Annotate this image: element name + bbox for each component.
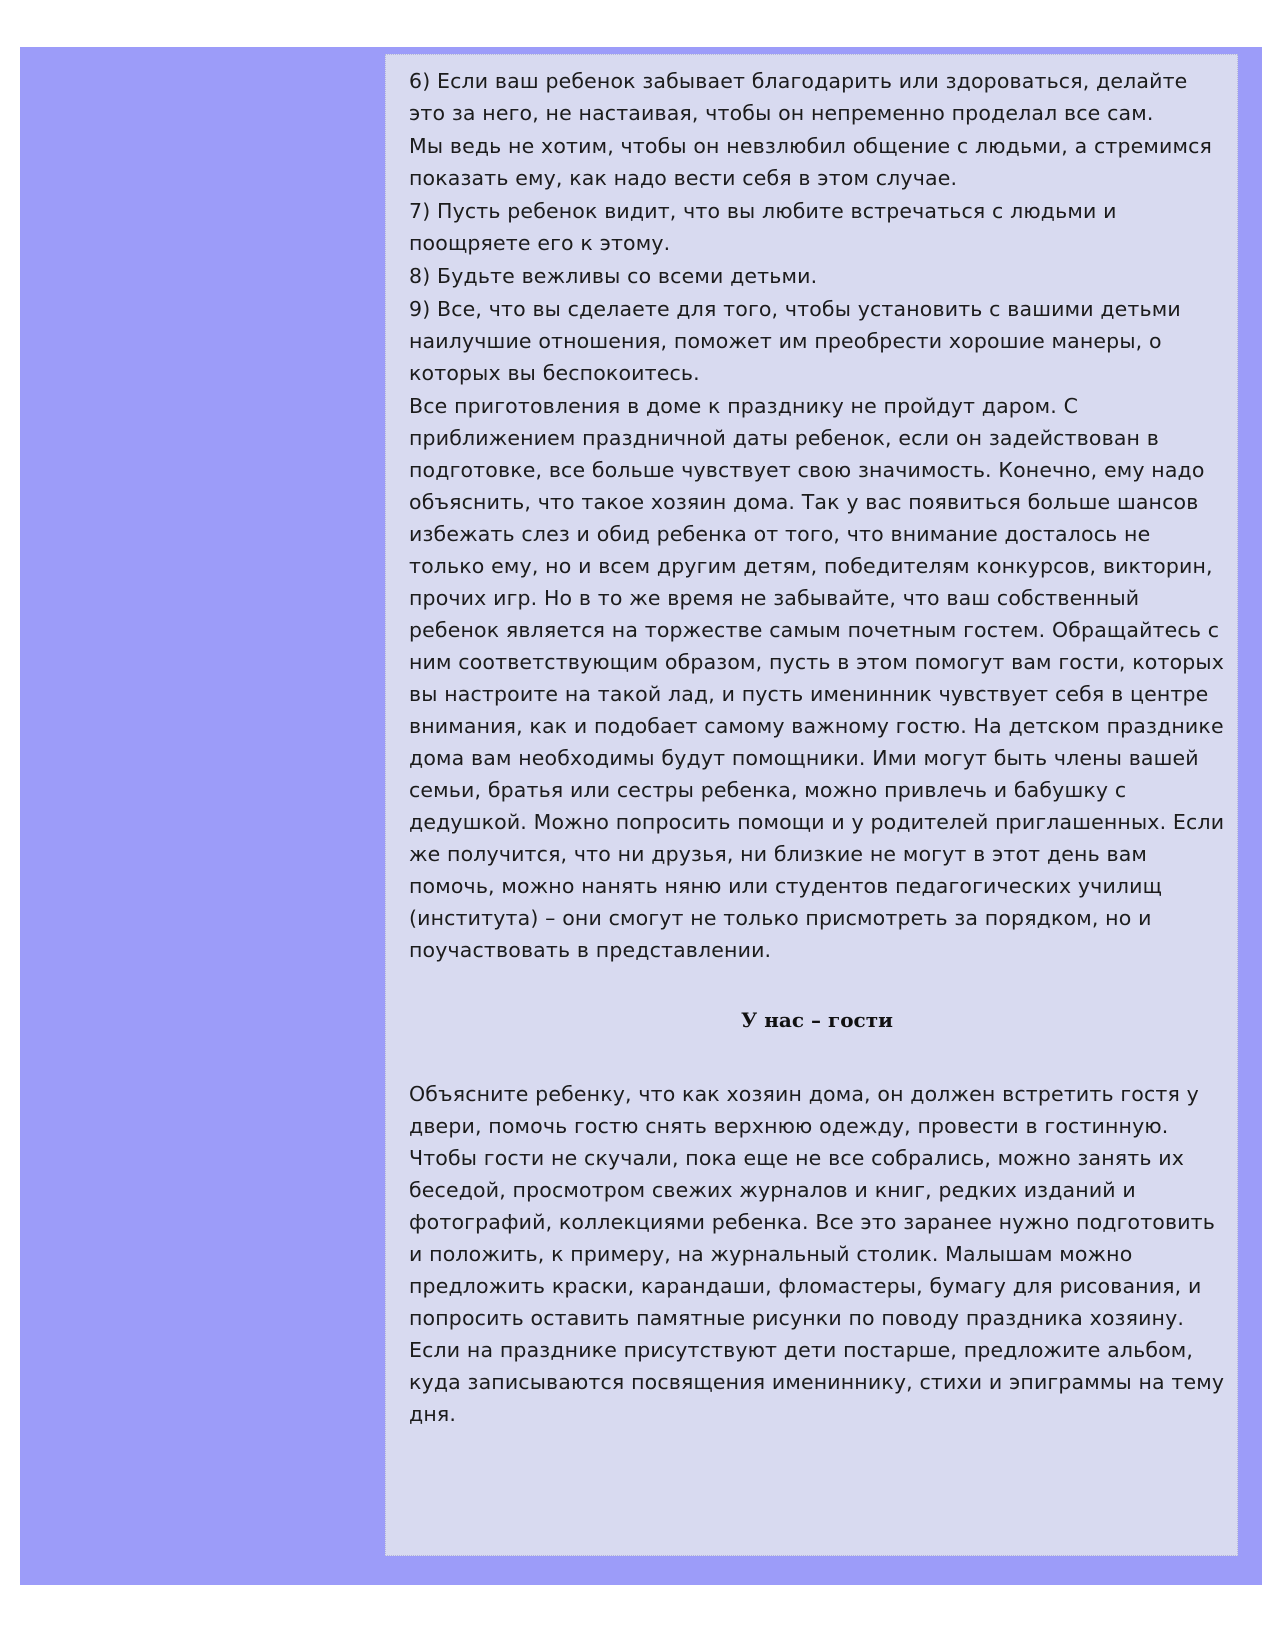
paragraph-preparations: Все приготовления в доме к празднику не пройдут даром. С приближением праздничной даты ребенок, если он задействован в подготовке, все больше чувствует свою значимость. Конечно, ему надо объяснить, что такое хозяин дома. Так у вас появиться больше шансов избежать слез и обид ребенка от того, что внимание досталось не только ему, но и всем другим детям, победителям конкурсов, викторин, прочих игр. Но в то же время не забывайте, что ваш собственный ребенок является на торжестве самым почетным гостем. Обращайтесь с ним соответствующим образом, пусть в этом помогут вам гости, которых вы настроите на такой лад, и пусть именинник чувствует себя в центре внимания, как и подобает самому важному гостю. На детском празднике дома вам необходимы будут помощники. Ими могут быть члены вашей семьи, братья или сестры ребенка, можно привлечь и бабушку с дедушкой. Можно попросить помощи и у родителей приглашенных. Если же получится, что ни друзья, ни близкие не могут в этот день вам помочь, можно нанять няню или студентов педагогических училищ (института) – они смогут не только присмотреть за порядком, но и поучаствовать в представлении. (409, 394, 1225, 962)
paragraph-tip-6: 6) Если ваш ребенок забывает благодарить или здороваться, делайте это за него, не настаивая, чтобы он непременно проделал все сам. (409, 69, 1188, 125)
content-panel (385, 54, 1238, 1556)
paragraph-tip-7: 7) Пусть ребенок видит, что вы любите встречаться с людьми и поощряете его к этому. (409, 199, 1117, 255)
section-heading: У нас – гости (741, 1008, 893, 1032)
paragraph-tip-6-note: Мы ведь не хотим, чтобы он невзлюбил общение с людьми, а стремимся показать ему, как надо вести себя в этом случае. (409, 134, 1213, 190)
paragraph-tip-8: 8) Будьте вежливы со всеми детьми. (409, 264, 818, 288)
paragraph-tip-9: 9) Все, что вы сделаете для того, чтобы установить с вашими детьми наилучшие отношения, поможет им преобрести хорошие манеры, о которых вы беспокоитесь. (409, 297, 1181, 385)
paragraph-guests: Объясните ребенку, что как хозяин дома, он должен встретить гостя у двери, помочь гостю снять верхнюю одежду, провести в гостинную. Чтобы гости не скучали, пока еще не все собрались, можно занять их беседой, просмотром свежих журналов и книг, редких изданий и фотографий, коллекциями ребенка. Все это заранее нужно подготовить и положить, к примеру, на журнальный столик. Малышам можно предложить краски, карандаши, фломастеры, бумагу для рисования, и попросить оставить памятные рисунки по поводу праздника хозяину. Если на празднике присутствуют дети постарше, предложите альбом, куда записываются посвящения имениннику, стихи и эпиграммы на тему дня. (409, 1082, 1225, 1426)
